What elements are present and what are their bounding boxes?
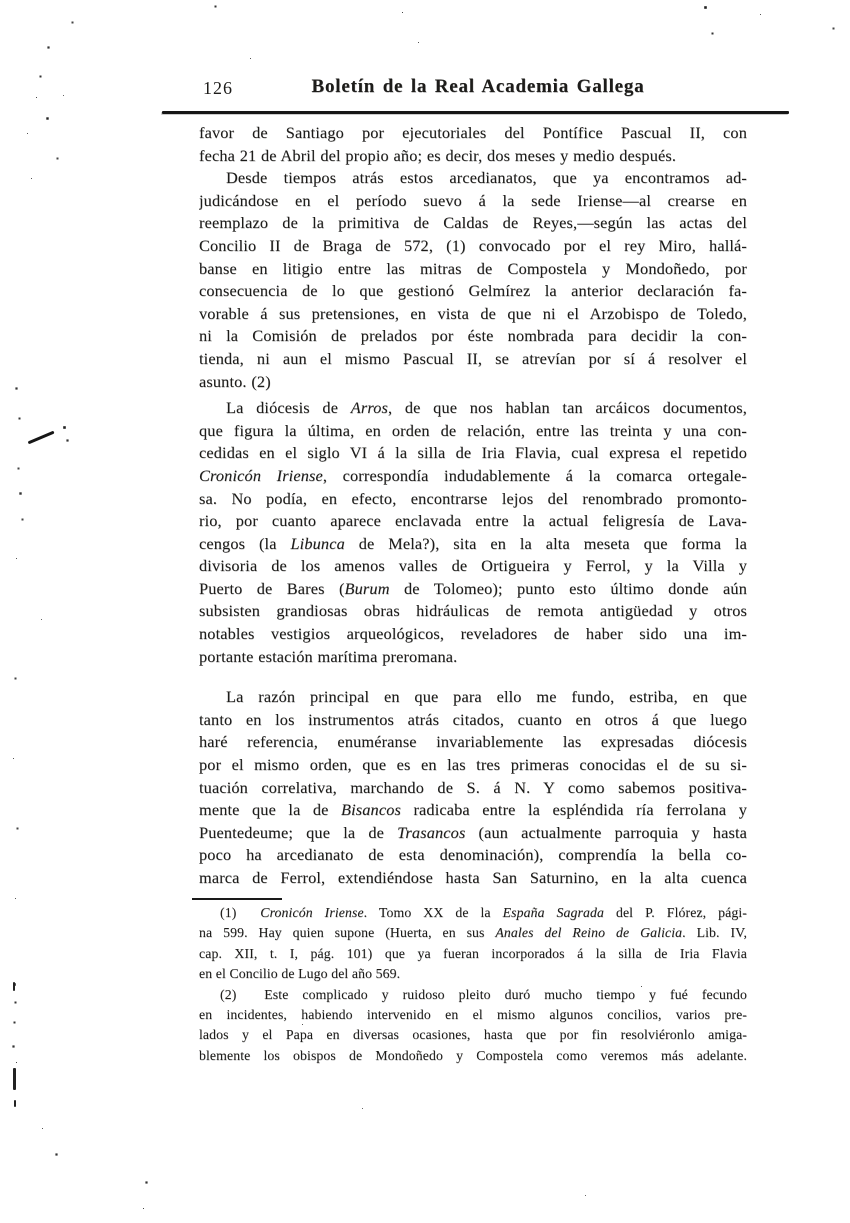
- paragraph: [199, 167, 747, 393]
- scan-noise: [0, 0, 1, 1]
- text-line: sa. No podía, en efecto, encontrarse lejos del renombrado promonto-: [199, 488, 747, 508]
- text-line: La diócesis de Arros, de que nos hablan tan arcáicos documentos,: [226, 398, 747, 418]
- body-text: [199, 122, 747, 890]
- text-line: consecuencia de lo que gestionó Gelmírez la anterior declaración fa-: [199, 281, 747, 301]
- text-line: Concilio II de Braga de 572, (1) convocado por el rey Miro, hallá-: [199, 235, 747, 255]
- text-line: poco ha arcedianato de esta denominación), comprendía la bella co-: [199, 845, 747, 865]
- paragraph: [199, 122, 747, 167]
- text-line: en el Concilio de Lugo del año 569.: [199, 966, 401, 982]
- text-line: (1) Cronicón Iriense. Tomo XX de la España Sagrada del P. Flórez, pági-: [220, 905, 747, 920]
- margin-mark: [14, 1100, 16, 1107]
- footnote-separator: [192, 898, 282, 900]
- text-line: rio, por cuanto aparece enclavada entre la actual feligresía de Lava-: [199, 511, 747, 531]
- text-line: favor de Santiago por ejecutoriales del Pontífice Pascual II, con: [199, 123, 747, 142]
- text-line: reemplazo de la primitiva de Caldas de Reyes,—según las actas del: [199, 213, 747, 233]
- text-line: asunto. (2): [199, 371, 271, 391]
- text-line: fecha 21 de Abril del propio año; es decir, dos meses y medio después.: [199, 145, 677, 165]
- margin-mark: [13, 982, 15, 991]
- paragraph: [199, 397, 747, 668]
- text-line: judicándose en el período suevo á la sede Iriense—al crearse en: [199, 190, 747, 210]
- text-line: cap. XII, t. I, pág. 101) que ya fueran incorporados á la silla de Iria Flavia: [199, 945, 747, 961]
- text-line: Puerto de Bares (Burum de Tolomeo); punto esto último donde aún: [199, 578, 747, 598]
- header-title: Boletín de la Real Academia Gallega: [311, 76, 645, 97]
- text-line: tanto en los instrumentos atrás citados, cuanto en otros á que luego: [199, 709, 747, 729]
- text-line: tuación correlativa, marchando de S. á N. Y como sabemos positiva-: [199, 777, 747, 797]
- header-rule: [162, 111, 789, 114]
- text-line: marca de Ferrol, extendiéndose hasta San Saturnino, en la alta cuenca: [199, 868, 747, 887]
- text-line: Cronicón Iriense, correspondía indudablemente á la comarca ortegale-: [199, 465, 747, 485]
- footnotes: [199, 903, 747, 1066]
- text-line: ni la Comisión de prelados por éste nombrada para decidir la con-: [199, 326, 747, 346]
- text-line: banse en litigio entre las mitras de Compostela y Mondoñedo, por: [199, 258, 747, 278]
- text-line: portante estación marítima preromana.: [199, 646, 458, 666]
- text-line: vorable á sus pretensiones, en vista de que ni el Arzobispo de Toledo,: [199, 303, 747, 323]
- text-line: en incidentes, habiendo intervenido en el mismo algunos concilios, varios pre-: [199, 1006, 747, 1022]
- text-line: cedidas en el siglo VI á la silla de Iria Flavia, cual expresa el repetido: [199, 443, 747, 463]
- text-line: divisoria de los amenos valles de Ortigueira y Ferrol, y la Villa y: [199, 556, 747, 576]
- margin-mark: [13, 1068, 16, 1090]
- paragraph: [199, 985, 747, 1067]
- text-line: haré referencia, enuméranse invariablemente las expresadas diócesis: [199, 732, 747, 752]
- text-line: tienda, ni aun el mismo Pascual II, se atrevían por sí á resolver el: [199, 348, 747, 368]
- text-line: na 599. Hay quien supone (Huerta, en sus Anales del Reino de Galicia. Lib. IV,: [199, 925, 747, 941]
- text-line: cengos (la Libunca de Mela?), sita en la alta meseta que forma la: [199, 533, 747, 553]
- text-line: que figura la última, en orden de relación, entre las treinta y una con-: [199, 420, 747, 440]
- text-line: Desde tiempos atrás estos arcedianatos, que ya encontramos ad-: [226, 168, 747, 188]
- paragraph: [199, 903, 747, 985]
- paragraph: [199, 686, 747, 889]
- text-line: blemente los obispos de Mondoñedo y Compostela como veremos más adelante.: [199, 1047, 747, 1063]
- page-header: [199, 76, 747, 102]
- page-number: 126: [203, 78, 233, 98]
- text-line: (2) Este complicado y ruidoso pleito duró mucho tiempo y fué fecundo: [220, 986, 747, 1002]
- text-line: lados y el Papa en diversas ocasiones, hasta que por fin resolviéronlo amiga-: [199, 1027, 747, 1043]
- text-line: por el mismo orden, que es en las tres primeras conocidas el de su si-: [199, 755, 747, 775]
- pen-mark: [28, 431, 55, 444]
- text-line: Puentedeume; que la de Trasancos (aun actualmente parroquia y hasta: [199, 822, 747, 842]
- text-line: notables vestigios arqueológicos, reveladores de haber sido una im-: [199, 624, 747, 644]
- text-line: mente que la de Bisancos radicaba entre la espléndida ría ferrolana y: [199, 800, 747, 820]
- text-line: subsisten grandiosas obras hidráulicas de remota antigüedad y otros: [199, 601, 747, 621]
- text-line: La razón principal en que para ello me fundo, estriba, en que: [226, 687, 747, 707]
